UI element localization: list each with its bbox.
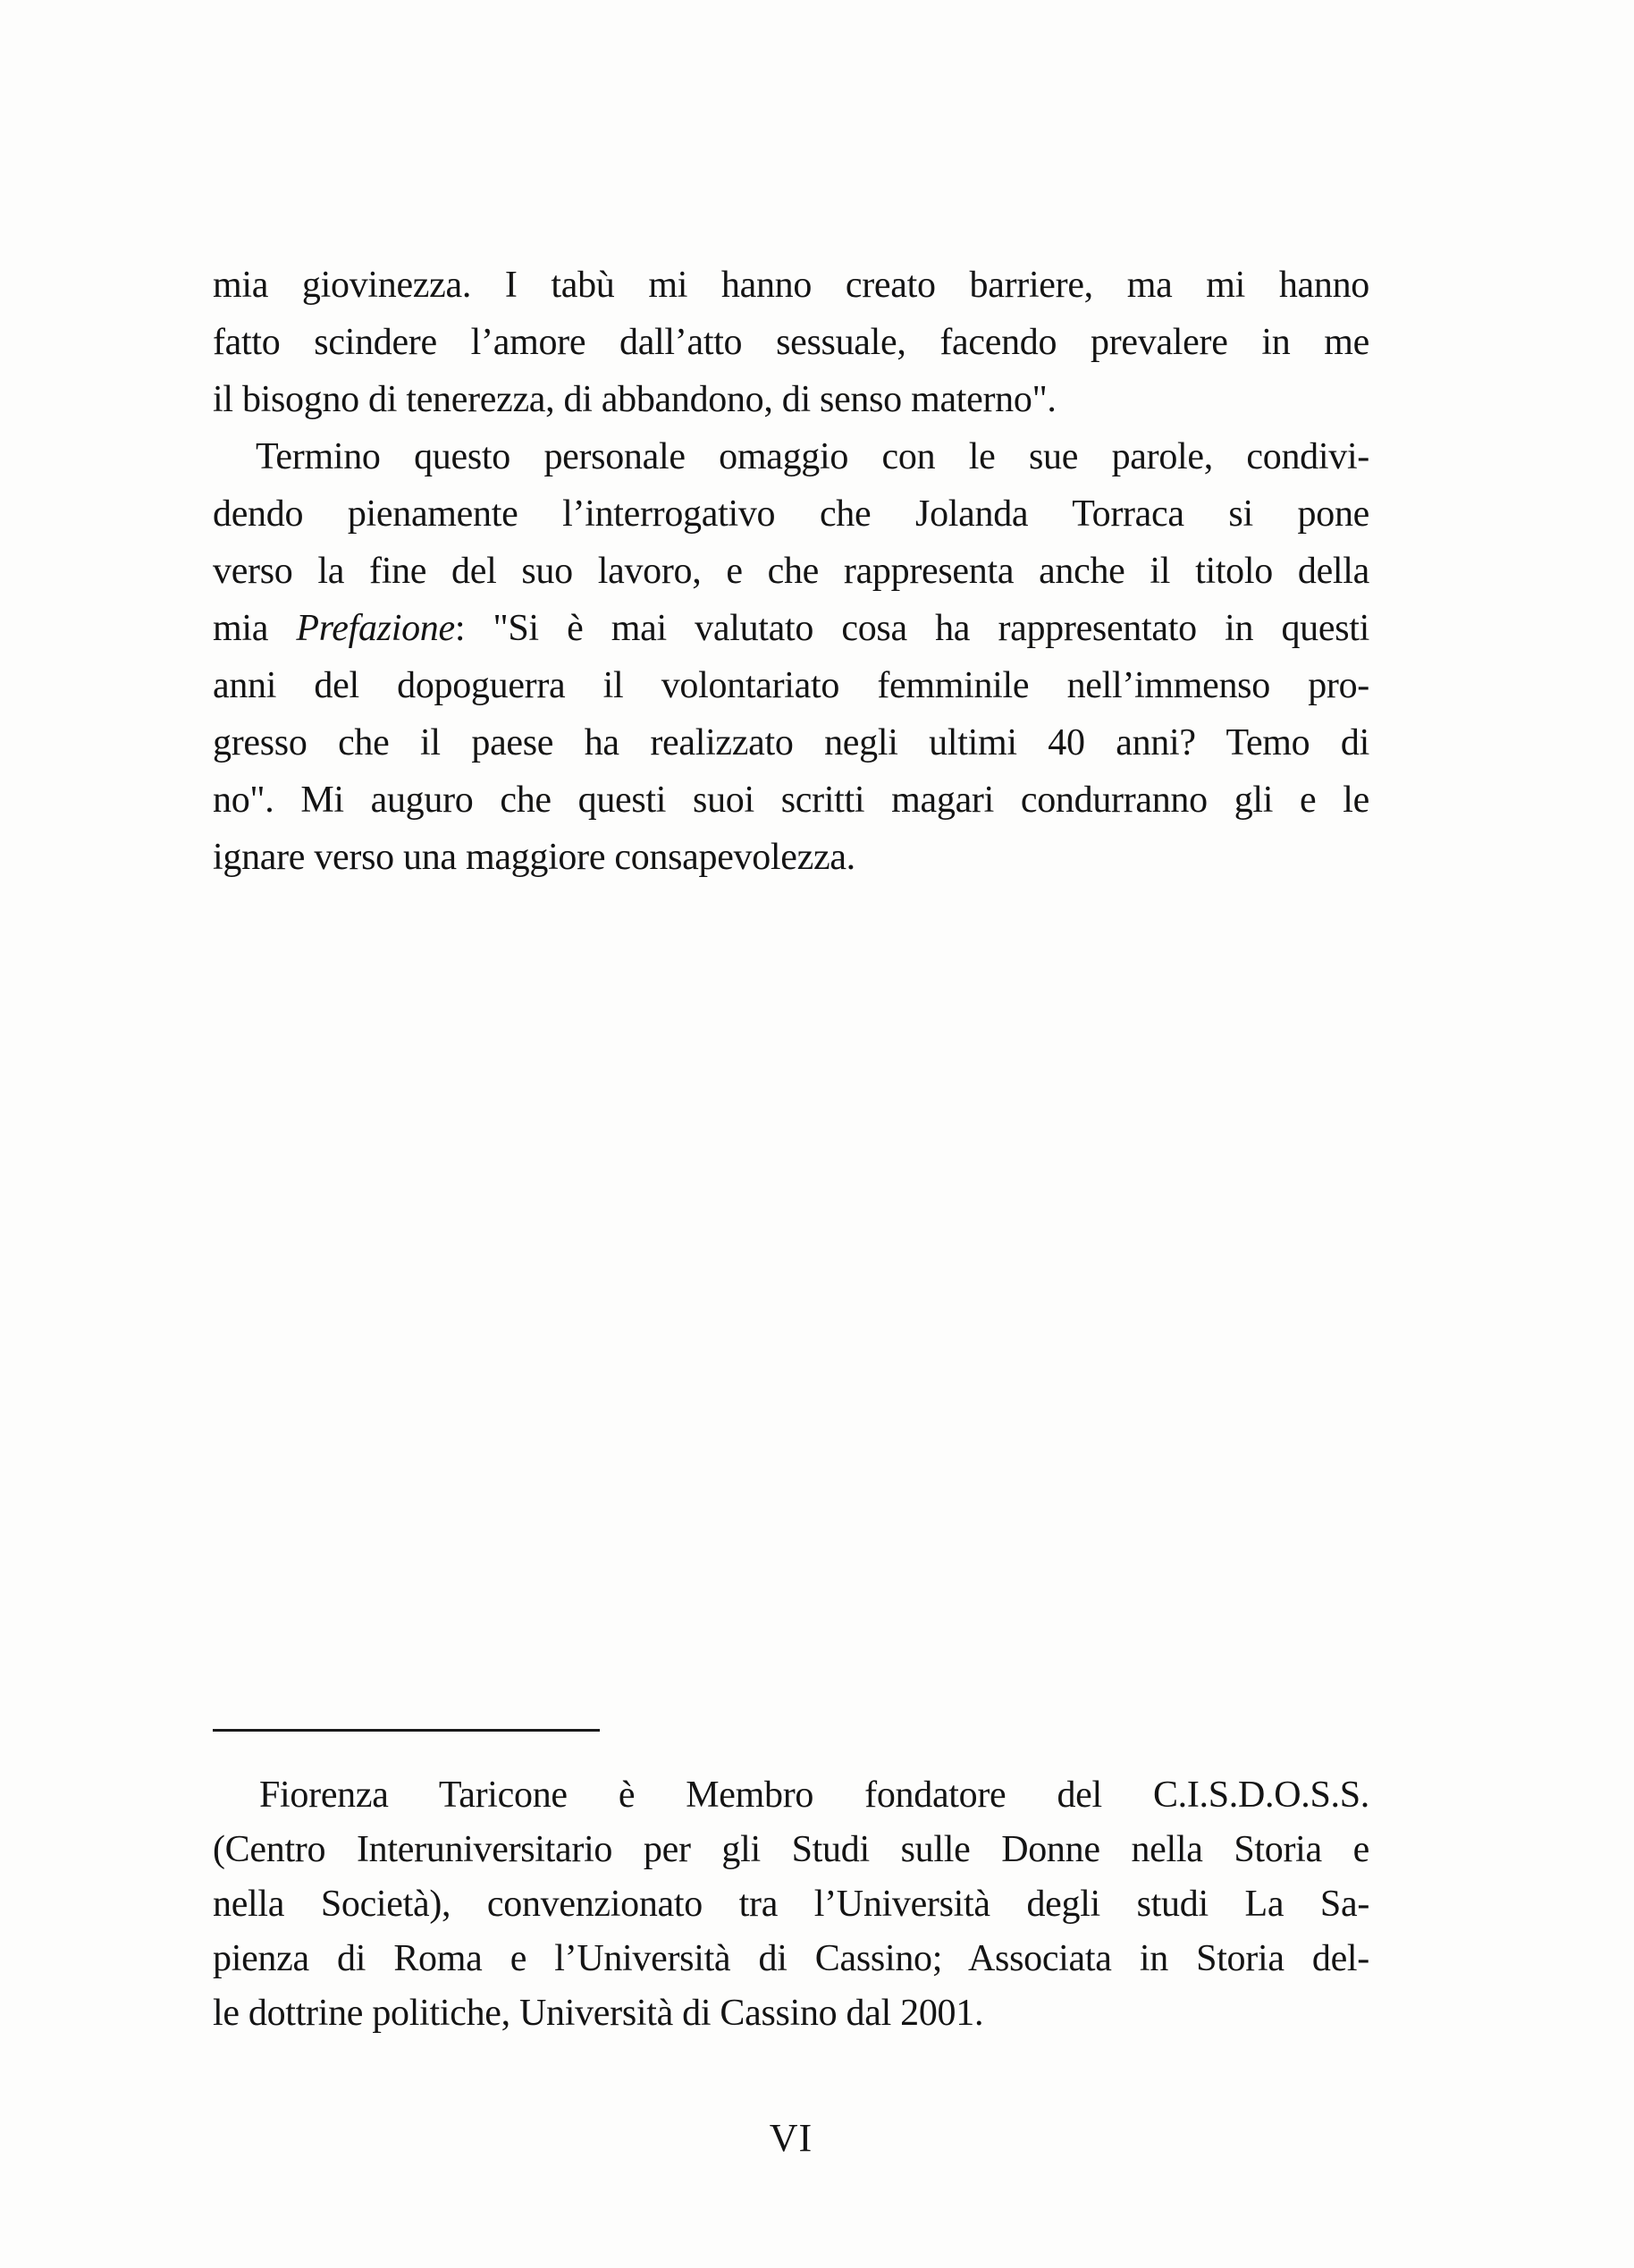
footnote-line: pienza di Roma e l’Università di Cassino; Associata in Storia del- (213, 1938, 1369, 1979)
text-line: verso la fine del suo lavoro, e che rappresenta anche il titolo della (213, 551, 1369, 592)
text-segment: mia (213, 608, 297, 649)
text-line: fatto scindere l’amore dall’atto sessuale, facendo prevalere in me (213, 322, 1369, 363)
italic-term: Prefazione (296, 608, 455, 649)
text-line: Termino questo personale omaggio con le sue parole, condivi- (256, 436, 1369, 477)
text-line: il bisogno di tenerezza, di abbandono, di senso materno". (213, 379, 1057, 420)
footnote-line: (Centro Interuniversitario per gli Studi sulle Donne nella Storia e (213, 1829, 1369, 1870)
text-line (213, 600, 1369, 657)
text-line: dendo pienamente l’interrogativo che Jolanda Torraca si pone (213, 493, 1369, 535)
footnote-line: Fiorenza Taricone è Membro fondatore del C.I.S.D.O.S.S. (259, 1775, 1369, 1816)
footnote-line: nella Società), convenzionato tra l’Università degli studi La Sa- (213, 1884, 1369, 1925)
page-number: VI (769, 2116, 813, 2160)
text-segment: : "Si è mai valutato cosa ha rappresentato in questi (454, 608, 1369, 649)
text-line: ignare verso una maggiore consapevolezza. (213, 837, 855, 878)
footnote-line: le dottrine politiche, Università di Cassino dal 2001. (213, 1993, 984, 2034)
body-text (213, 257, 1369, 886)
text-line: no". Mi auguro che questi suoi scritti magari condurranno gli e le (213, 780, 1369, 821)
text-line: anni del dopoguerra il volontariato femminile nell’immenso pro- (213, 665, 1369, 706)
text-line: gresso che il paese ha realizzato negli ultimi 40 anni? Temo di (213, 722, 1369, 763)
footnote-separator (213, 1729, 600, 1732)
footnote (213, 1768, 1369, 2041)
text-line: mia giovinezza. I tabù mi hanno creato barriere, ma mi hanno (213, 265, 1369, 306)
